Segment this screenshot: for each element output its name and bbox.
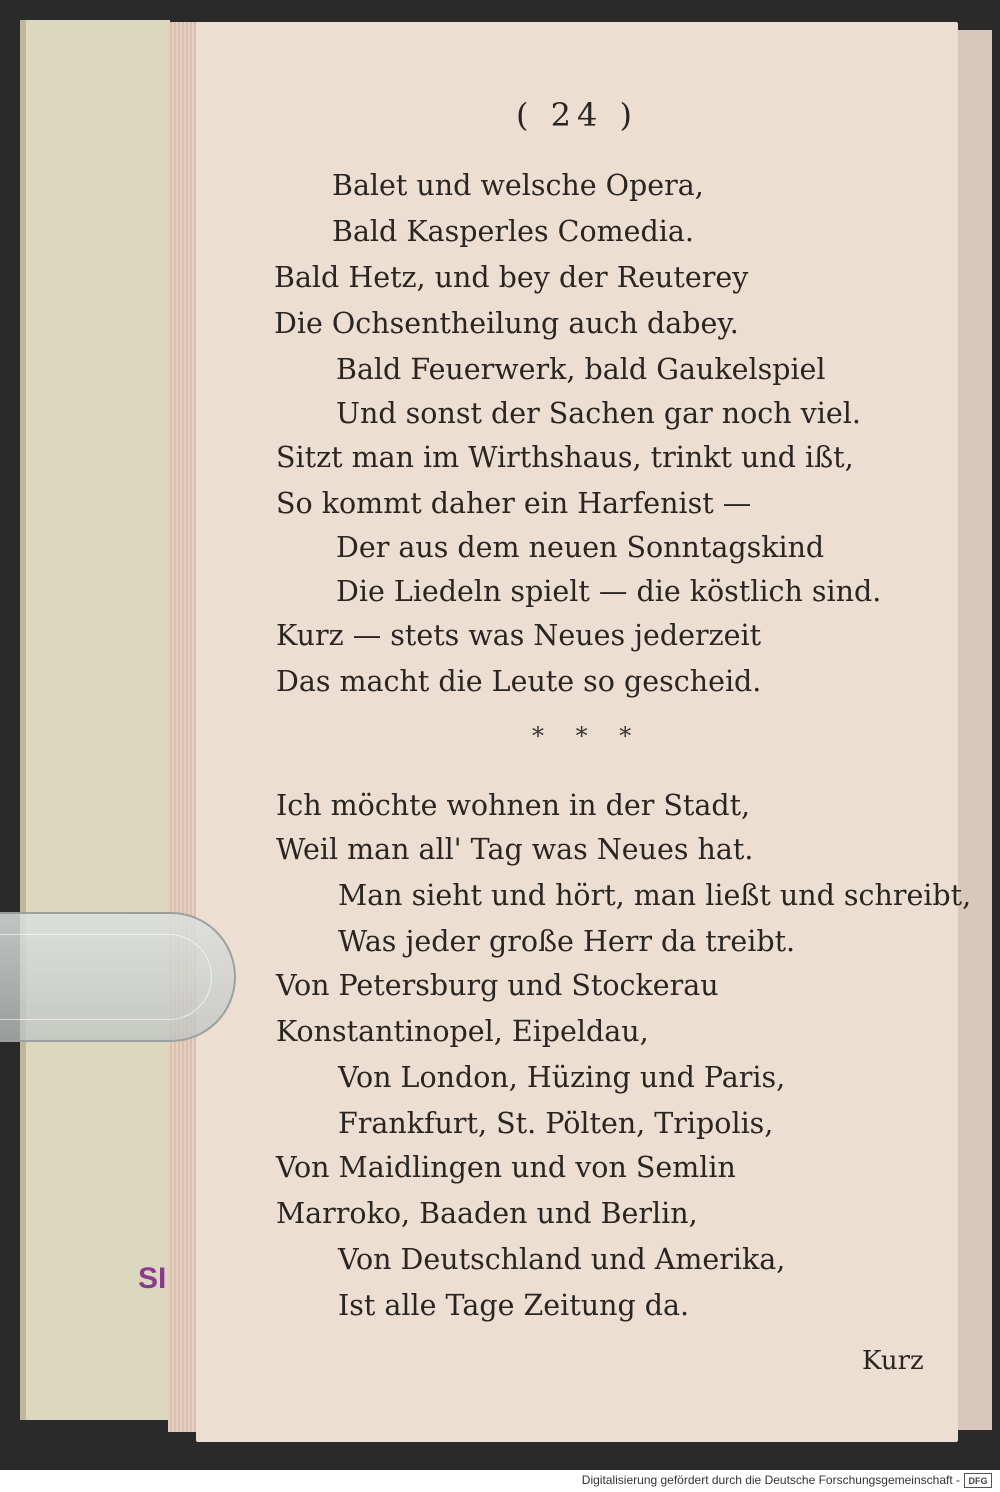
poem-line: Ich möchte wohnen in der Stadt, [276, 789, 751, 822]
stanza-divider: * * * [532, 722, 644, 750]
glass-clip-highlight [0, 934, 212, 1020]
poem-line: Bald Hetz, und bey der Reuterey [274, 261, 749, 294]
poem-line: Balet und welsche Opera, [332, 169, 704, 202]
page-number: ( 24 ) [516, 96, 639, 134]
poem-line: Von Petersburg und Stockerau [276, 969, 719, 1002]
poem-line: Von London, Hüzing und Paris, [338, 1061, 786, 1094]
book-cover-board [20, 20, 170, 1420]
poem-line: Marroko, Baaden und Berlin, [276, 1197, 698, 1230]
footer-credit-text: Digitalisierung gefördert durch die Deutsche Forschungsgemeinschaft - [581, 1473, 960, 1487]
poem-line: Weil man all' Tag was Neues hat. [276, 833, 754, 866]
poem-line: Die Liedeln spielt — die köstlich sind. [336, 575, 882, 608]
library-stamp-fragment: SI [138, 1262, 167, 1295]
poem-line: Das macht die Leute so gescheid. [276, 665, 762, 698]
poem-line: Bald Kasperles Comedia. [332, 215, 694, 248]
poem-line: Die Ochsentheilung auch dabey. [274, 307, 739, 340]
poem-line: Von Maidlingen und von Semlin [276, 1151, 736, 1184]
dfg-logo: DFG [964, 1473, 992, 1488]
poem-line: Was jeder große Herr da treibt. [338, 925, 796, 958]
page-right-edge [958, 30, 992, 1430]
poem-line: Konstantinopel, Eipeldau, [276, 1015, 649, 1048]
poem-line: Bald Feuerwerk, bald Gaukelspiel [336, 353, 826, 386]
catchword: Kurz [862, 1346, 924, 1376]
poem-line: So kommt daher ein Harfenist — [276, 487, 752, 520]
poem-line: Man sieht und hört, man ließt und schreibt, [338, 879, 972, 912]
poem-line: Frankfurt, St. Pölten, Tripolis, [338, 1107, 774, 1140]
poem-line: Sitzt man im Wirthshaus, trinkt und ißt, [276, 441, 854, 474]
poem-line: Ist alle Tage Zeitung da. [338, 1289, 690, 1322]
footer-bar [0, 1470, 1000, 1492]
poem-line: Der aus dem neuen Sonntagskind [336, 531, 825, 564]
poem-line: Kurz — stets was Neues jederzeit [276, 619, 762, 652]
poem-line: Von Deutschland und Amerika, [338, 1243, 786, 1276]
poem-line: Und sonst der Sachen gar noch viel. [336, 397, 861, 430]
